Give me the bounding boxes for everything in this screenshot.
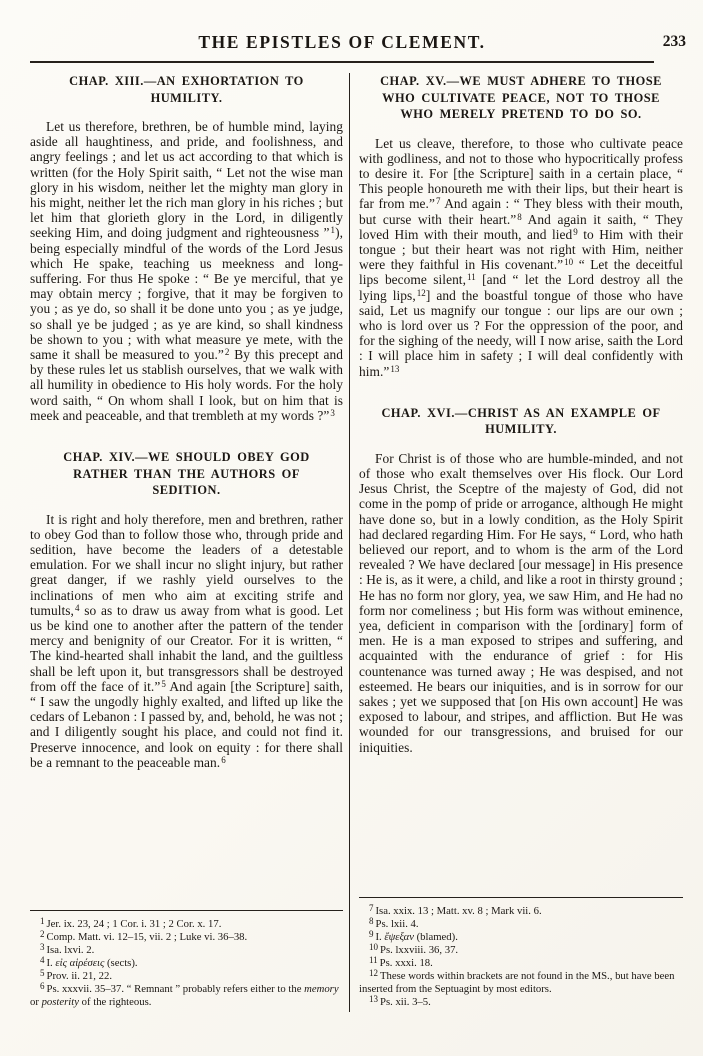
column-divider <box>349 73 350 1012</box>
footnote-number: 4 <box>40 955 45 965</box>
footnote-reference: 9 <box>573 226 578 237</box>
chapter-heading: CHAP. XIV.—WE SHOULD OBEY GOD RATHER THAN THE AUTHORS OF SEDITION. <box>63 450 310 498</box>
footnote: $^1$ Jer. ix. 23, 24 ; 1 Cor. i. 31 ; 2 Cor. x. 17. <box>40 916 222 930</box>
footnote: $^{11}$ Ps. xxxi. 18. <box>369 955 433 969</box>
right-column <box>359 73 683 1013</box>
footnote-reference: 2 <box>224 347 230 358</box>
footnote-reference: 13 <box>390 363 400 374</box>
footnote: $^3$ Isa. lxvi. 2. <box>40 942 95 956</box>
footnote: $^{10}$ Ps. lxxviii. 36, 37. <box>369 942 459 956</box>
footnote-reference: 6 <box>221 754 226 765</box>
footnote-reference: 7 <box>435 196 441 207</box>
footnote-rule <box>30 910 343 911</box>
footnote-block <box>30 910 343 1013</box>
chapter-section <box>359 405 683 755</box>
header-rule <box>30 61 654 63</box>
text-columns <box>30 73 683 1013</box>
chapter-heading: CHAP. XV.—WE MUST ADHERE TO THOSE WHO CULTIVATE PEACE, NOT TO THOSE WHO MERELY PRETEND TO DO SO. <box>380 74 662 121</box>
footnote-number: 5 <box>40 968 45 978</box>
footnote: $^{13}$ Ps. xii. 3–5. <box>369 994 431 1008</box>
footnote: $^9$ I. ἔψεξαν (blamed). <box>369 929 458 943</box>
footnote-reference: 5 <box>161 678 166 689</box>
body-paragraph: Let us therefore, brethren, be of humble mind, laying aside all haughtiness, and pride, and foolishness, and angry feelings ; and let us act according to that which is written (for the Holy Spirit saith, “ Let not the wise man glory in his wisdom, neither let the mighty man glory in his might, neither let the rich man glory in his riches ; but let him that glorieth glory in the Lord, in diligently seeking Him, and doing judgment and righteousness ”$^1$), being especially mindful of the words of the Lord Jesus which He spake, teaching us meekness and long-suffering. For thus He spoke : “ Be ye merciful, that ye may obtain mercy ; forgive, that it may be forgiven to you ; as ye do, so shall it be done unto you ; as ye judge, so shall ye be judged ; as ye are kind, so shall kindness be shown to you ; with what measure ye mete, with the same it shall be measured to you.”$^2$ By this precept and by these rules let us stablish ourselves, that we walk with all humility in obedience to His holy words. For the holy word saith, “ On whom shall I look, but on him that is meek and peaceable, and that trembleth at my words ?”$^3$ <box>30 119 343 423</box>
footnote: $^{12}$ These words within brackets are not found in the MS., but have been inserted from the Septuagint by most editors. <box>359 968 675 995</box>
footnote: $^5$ Prov. ii. 21, 22. <box>40 968 113 982</box>
footnote: $^7$ Isa. xxix. 13 ; Matt. xv. 8 ; Mark vii. 6. <box>369 903 542 917</box>
footnote-number: 7 <box>369 903 374 913</box>
chapter-section <box>359 73 683 379</box>
footnote: $^6$ Ps. xxxvii. 35–37. “ Remnant ” probably refers either to the memory or posterity of the righteous. <box>30 981 339 1008</box>
body-paragraph: Let us cleave, therefore, to those who cultivate peace with godliness, and not to those who hypocritically profess to desire it. For [the Scripture] saith in a certain place, “ This people honoureth me with their lips, but their heart is far from me.”$^7$ And again : “ They bless with their mouth, but curse with their heart.”$^8$ And again it saith, “ They loved Him with their mouth, and lied$^9$ to Him with their tongue ; but their heart was not right with Him, neither were they faithful in His covenant.”$^{10}$ “ Let the deceitful lips become silent,$^{11}$ [and “ let the Lord destroy all the lying lips,$^{12}$] and the boastful tongue of those who have said, Let us magnify our tongue : our lips are our own ; who is lord over us ? For the oppression of the poor, and for the sighing of the needy, will I now arise, saith the Lord : I will place him in safety ; I will deal confidently with him.”$^{13}$ <box>359 135 683 379</box>
footnote-number: 9 <box>369 929 374 939</box>
footnote-reference: 8 <box>517 211 522 222</box>
left-column <box>30 73 343 1013</box>
footnote-number: 8 <box>369 916 374 926</box>
footnote: $^2$ Comp. Matt. vi. 12–15, vii. 2 ; Luke vi. 36–38. <box>40 929 248 943</box>
footnote-number: 6 <box>40 981 45 991</box>
footnote-rule <box>359 897 683 898</box>
italic-text: posterity <box>41 996 79 1008</box>
footnote-reference: 11 <box>466 272 476 283</box>
footnote-reference: 12 <box>416 287 426 298</box>
footnote-number: 1 <box>40 916 45 926</box>
footnote-number: 3 <box>40 942 45 952</box>
italic-text: ἔψεξαν <box>384 931 414 943</box>
running-title: THE EPISTLES OF CLEMENT. <box>198 32 486 52</box>
footnote: $^4$ I. εἰς αἱρέσεις (sects). <box>40 955 138 969</box>
body-paragraph: For Christ is of those who are humble-minded, and not of those who exalt themselves over His flock. Our Lord Jesus Christ, the Sceptre of the majesty of God, did not come in the pomp of pride or arrogance, although He might have done so, but in a lowly condition, as the Holy Spirit had declared regarding Him. For He says, “ Lord, who hath believed our report, and to whom is the arm of the Lord revealed ? We have declared [our message] in His presence : He is, as it were, a child, and like a root in thirsty ground ; He has no form nor glory, yea, we saw Him, and He had no form nor comeliness ; but His form was without eminence, yea, deficient in comparison with the [ordinary] form of men. He is a man exposed to stripes and suffering, and acquainted with the endurance of grief : for His countenance was turned away ; He was despised, and not esteemed. He bears our iniquities, and is in sorrow for our sakes ; yet we supposed that [on His own account] He was exposed to labour, and stripes, and affliction. But He was wounded for our transgressions, and bruised for our iniquities. <box>359 450 683 755</box>
footnote-reference: 3 <box>330 407 335 418</box>
footnote-number: 11 <box>369 955 378 965</box>
footnote-number: 12 <box>369 968 378 978</box>
footnote-reference: 10 <box>564 257 574 268</box>
footnote-number: 10 <box>369 942 378 952</box>
page-header <box>30 30 686 54</box>
italic-text: memory <box>304 983 339 995</box>
body-paragraph: It is right and holy therefore, men and brethren, rather to obey God than to follow those who, through pride and sedition, have become the leaders of a detestable emulation. For we shall incur no slight injury, but rather great danger, if we rashly yield ourselves to the inclinations of men who aim at exciting strife and tumults,$^4$ so as to draw us away from what is good. Let us be kind one to another after the pattern of the tender mercy and benignity of our Creator. For it is written, “ The kind-hearted shall inhabit the land, and the guiltless shall be left upon it, but transgressors shall be destroyed from off the face of it.”$^5$ And again [the Scripture] saith, “ I saw the ungodly highly exalted, and lifted up like the cedars of Lebanon : I passed by, and, behold, he was not ; and I diligently sought his place, and could not find it. Preserve innocence, and look on equity : for there shall be a remnant to the peaceable man.$^6$ <box>30 511 343 770</box>
footnote-reference: 4 <box>74 602 80 613</box>
footnote-number: 2 <box>40 929 45 939</box>
chapter-section <box>30 449 343 770</box>
page-number: 233 <box>662 33 686 50</box>
italic-text: εἰς αἱρέσεις <box>55 957 105 969</box>
chapter-heading: CHAP. XVI.—CHRIST AS AN EXAMPLE OF HUMILITY. <box>381 405 661 437</box>
footnote-number: 13 <box>369 994 378 1004</box>
chapter-heading: CHAP. XIII.—AN EXHORTATION TO HUMILITY. <box>69 74 304 105</box>
chapter-section <box>30 73 343 423</box>
footnote-block <box>359 897 683 1013</box>
footnote: $^8$ Ps. lxii. 4. <box>369 916 419 930</box>
footnote-reference: 1 <box>330 225 336 236</box>
